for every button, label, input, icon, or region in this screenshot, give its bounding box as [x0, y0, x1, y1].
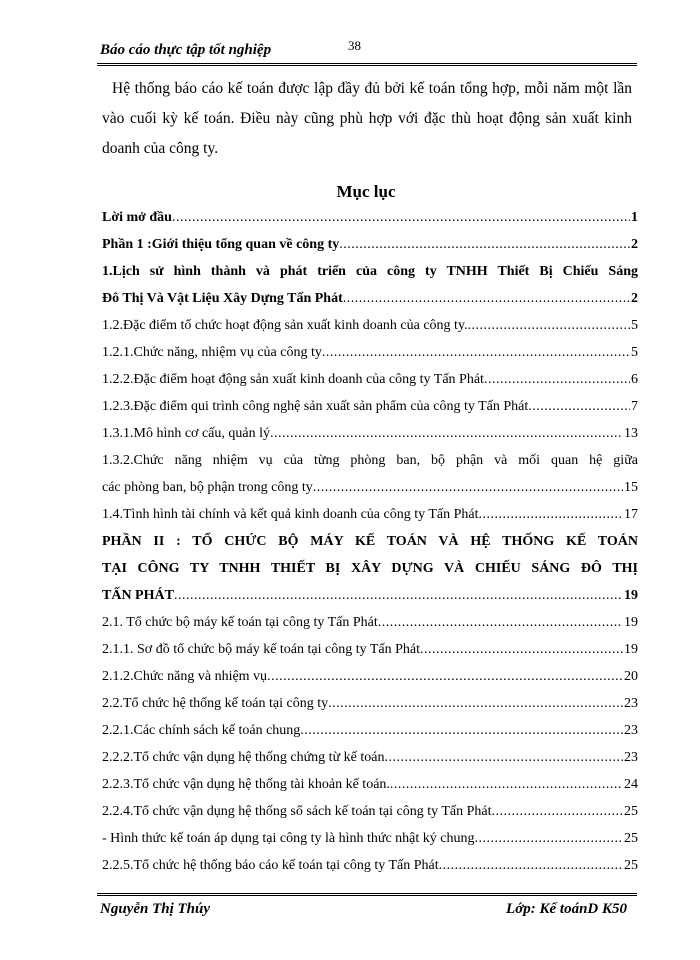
toc-entry: [102, 262, 638, 309]
toc-entry-title: 1.2.1.Chức năng, nhiệm vụ của công ty: [102, 345, 322, 360]
toc-dot-leader: [328, 694, 623, 714]
toc-title: Mục lục: [336, 182, 396, 201]
toc-entry-title: 2.2.5.Tổ chức hệ thống báo cáo kế toán tại công ty Tấn Phát: [102, 858, 439, 873]
toc-dot-leader: [468, 316, 630, 336]
toc-page-number: 2: [631, 237, 638, 252]
toc-page-number: 6: [631, 372, 638, 387]
toc-entry-title: 1.2.3.Đặc điểm qui trình công nghệ sản xuất sản phẩm của công ty Tấn Phát: [102, 399, 529, 414]
toc-dot-leader: [474, 829, 623, 849]
toc-entry-title: 2.2.2.Tổ chức vận dụng hệ thống chứng từ kế toán: [102, 750, 385, 765]
toc-entry: [102, 802, 638, 822]
toc-entry: [102, 343, 638, 363]
toc-page-number: 15: [624, 480, 638, 495]
toc-entry: [102, 235, 638, 255]
toc-dot-leader: [390, 775, 623, 795]
toc-entry: [102, 775, 638, 795]
toc-entry-title: Lời mở đầu: [102, 210, 172, 225]
toc-entry-title: 1.2.Đặc điểm tổ chức hoạt động sản xuất kinh doanh của công ty.: [102, 318, 468, 333]
toc-dot-leader: [439, 856, 623, 876]
toc-entry: [102, 721, 638, 741]
table-of-contents: [102, 208, 638, 883]
toc-entry: [102, 424, 638, 444]
toc-page-number: 25: [624, 831, 638, 846]
toc-page-number: 17: [624, 507, 638, 522]
toc-entry-title: Đô Thị Và Vật Liệu Xây Dựng Tấn Phát: [102, 291, 343, 306]
toc-entry-title: 2.1. Tổ chức bộ máy kế toán tại công ty Tấn Phát: [102, 615, 378, 630]
toc-page-number: 1: [631, 210, 638, 225]
toc-entry-title: 2.1.2.Chức năng và nhiệm vụ: [102, 669, 268, 684]
toc-entry-title: 2.2.1.Các chính sách kế toán chung: [102, 723, 301, 738]
toc-entry: [102, 640, 638, 660]
toc-page-number: 19: [624, 642, 638, 657]
toc-entry: [102, 856, 638, 876]
toc-page-number: 24: [624, 777, 638, 792]
toc-entry: [102, 451, 638, 498]
toc-page-number: 5: [631, 318, 638, 333]
toc-entry-title: các phòng ban, bộ phận trong công ty: [102, 480, 313, 495]
toc-entry: [102, 829, 638, 849]
toc-entry: [102, 316, 638, 336]
toc-dot-leader: [420, 640, 623, 660]
toc-entry-title: - Hình thức kế toán áp dụng tại công ty là hình thức nhật ký chung: [102, 831, 475, 846]
toc-page-number: 7: [631, 399, 638, 414]
toc-entry-title: 2.2.4.Tổ chức vận dụng hệ thống sổ sách kế toán tại công ty Tấn Phát: [102, 804, 492, 819]
toc-entry-line: TẠI CÔNG TY TNHH THIẾT BỊ XÂY DỰNG VÀ CHIẾU SÁNG ĐÔ THỊ: [102, 561, 638, 576]
toc-dot-leader: [172, 208, 630, 228]
toc-page-number: 13: [624, 426, 638, 441]
toc-page-number: 25: [624, 858, 638, 873]
toc-entry-title: Phần 1 :Giới thiệu tổng quan về công ty: [102, 237, 340, 252]
toc-page-number: 23: [624, 750, 638, 765]
toc-dot-leader: [300, 721, 623, 741]
toc-dot-leader: [378, 613, 623, 633]
footer-rule: [97, 893, 637, 896]
toc-page-number: 5: [631, 345, 638, 360]
toc-dot-leader: [492, 802, 623, 822]
author-name: Nguyễn Thị Thúy: [100, 901, 211, 917]
toc-dot-leader: [322, 343, 630, 363]
toc-entry: [102, 208, 638, 228]
toc-dot-leader: [484, 370, 630, 390]
toc-entry-title: 1.3.1.Mô hình cơ cấu, quản lý: [102, 426, 270, 441]
toc-entry: [102, 694, 638, 714]
toc-dot-leader: [313, 478, 623, 498]
toc-page-number: 2: [631, 291, 638, 306]
toc-entry: [102, 667, 638, 687]
page-number: 38: [348, 38, 361, 53]
toc-page-number: 23: [624, 696, 638, 711]
toc-entry: [102, 397, 638, 417]
header-rule: [97, 63, 637, 66]
intro-paragraph: Hệ thống báo cáo kế toán được lập đầy đủ bởi kế toán tổng hợp, mỗi năm một lần vào cuối kỳ kế toán. Điều này cũng phù hợp với đặc thù hoạt động sản xuất kinh doanh của công ty.: [102, 80, 632, 157]
toc-dot-leader: [343, 289, 630, 309]
toc-dot-leader: [267, 667, 623, 687]
toc-page-number: 19: [624, 615, 638, 630]
toc-entry-title: TẤN PHÁT: [102, 588, 174, 603]
toc-page-number: 23: [624, 723, 638, 738]
toc-entry: [102, 613, 638, 633]
toc-entry-line: PHẦN II : TỔ CHỨC BỘ MÁY KẾ TOÁN VÀ HỆ THỐNG KẾ TOÁN: [102, 534, 638, 549]
toc-entry-title: 1.2.2.Đặc điểm hoạt động sản xuất kinh doanh của công ty Tấn Phát: [102, 372, 484, 387]
toc-entry-title: 2.1.1. Sơ đồ tổ chức bộ máy kế toán tại công ty Tấn Phát: [102, 642, 421, 657]
toc-entry: [102, 505, 638, 525]
toc-dot-leader: [339, 235, 630, 255]
toc-entry: [102, 748, 638, 768]
page-footer: [97, 893, 637, 923]
toc-entry: [102, 532, 638, 606]
toc-entry-title: 2.2.3.Tổ chức vận dụng hệ thống tài khoản kế toán.: [102, 777, 390, 792]
toc-entry-title: 2.2.Tổ chức hệ thống kế toán tại công ty: [102, 696, 329, 711]
toc-dot-leader: [479, 505, 624, 525]
toc-page-number: 20: [624, 669, 638, 684]
toc-entry-title: 1.4.Tình hình tài chính và kết quả kinh doanh của công ty Tấn Phát: [102, 507, 479, 522]
toc-entry: [102, 370, 638, 390]
page-header: [97, 38, 637, 66]
toc-dot-leader: [528, 397, 630, 417]
toc-page-number: 19: [624, 588, 638, 603]
class-label: Lớp: Kế toánD K50: [506, 901, 627, 917]
toc-dot-leader: [270, 424, 623, 444]
toc-entry-line: 1.Lịch sử hình thành và phát triển của công ty TNHH Thiết Bị Chiếu Sáng: [102, 264, 638, 279]
report-title: Báo cáo thực tập tốt nghiệp: [100, 42, 272, 58]
toc-dot-leader: [384, 748, 623, 768]
toc-dot-leader: [174, 586, 623, 606]
toc-entry-line: 1.3.2.Chức năng nhiệm vụ của từng phòng ban, bộ phận và mối quan hệ giữa: [102, 453, 638, 468]
toc-page-number: 25: [624, 804, 638, 819]
